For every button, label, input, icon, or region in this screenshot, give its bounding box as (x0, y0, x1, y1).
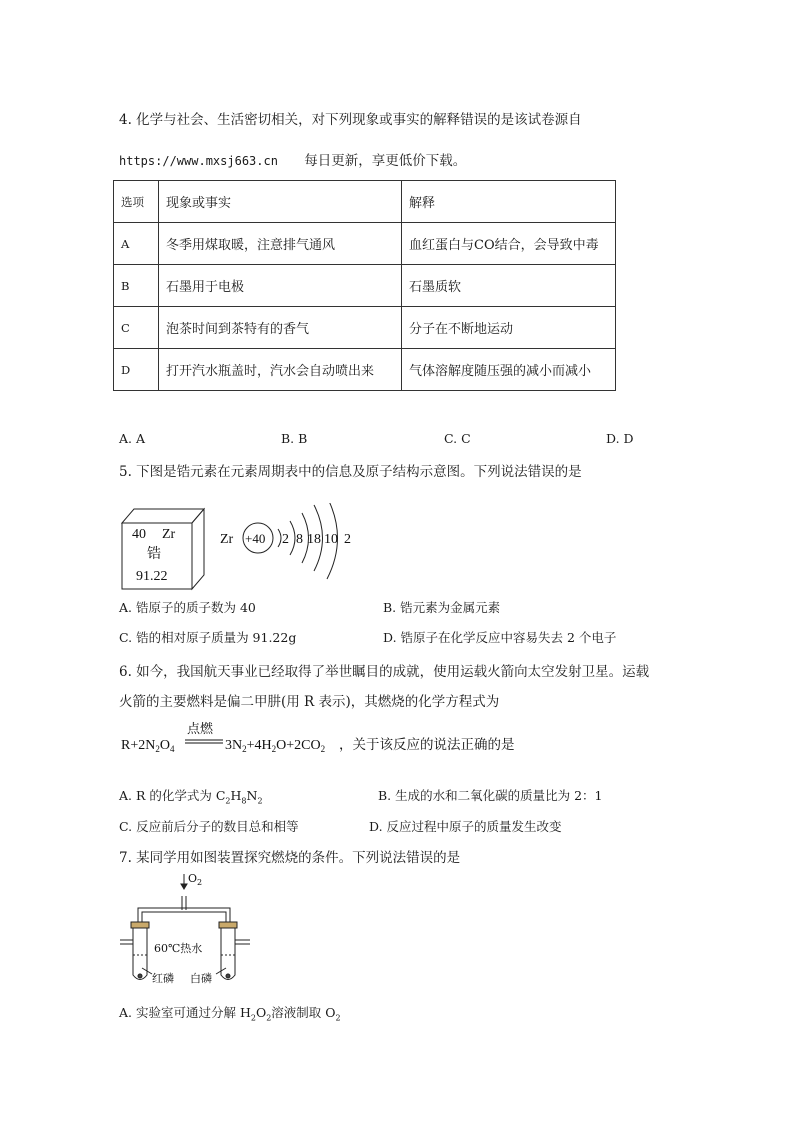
subscript: 2 (266, 1013, 272, 1023)
q5-option-c[interactable]: C. 锆的相对原子质量为 91.22g (119, 630, 297, 645)
atom-symbol: Zr (220, 532, 234, 547)
q7-stem: 7. 某同学用如图装置探究燃烧的条件。下列说法错误的是 (119, 850, 461, 866)
white-phosphorus (226, 974, 230, 978)
shell-electrons: 2 (344, 532, 351, 547)
shell-electrons: 2 (282, 532, 289, 547)
table-header-row (114, 181, 616, 223)
table-cell: 分子在不断地运动 (402, 307, 616, 349)
q4-source-line (119, 149, 466, 169)
shell-electrons: 10 (324, 532, 338, 547)
gas-label (188, 872, 202, 887)
gas-label-sub: 2 (197, 878, 203, 887)
subscript: 2 (257, 796, 263, 806)
subscript: 8 (241, 796, 247, 806)
equation-tail: ，关于该反应的说法正确的是 (339, 737, 515, 753)
water-label: 60℃热水 (154, 942, 203, 955)
q6-option-b[interactable]: B. 生成的水和二氧化碳的质量比为 2：1 (378, 788, 603, 803)
formula-part: N (246, 788, 258, 803)
shell-arc-1 (278, 529, 281, 547)
stopper-right (219, 922, 237, 928)
q5-option-b[interactable]: B. 锆元素为金属元素 (383, 600, 501, 615)
q4-option-a[interactable]: A. A (119, 431, 146, 446)
q5-stem: 5. 下图是锆元素在元素周期表中的信息及原子结构示意图。下列说法错误的是 (119, 464, 582, 480)
table-cell: C (114, 307, 159, 349)
table-cell: 气体溶解度随压强的减小而减小 (402, 349, 616, 391)
table-row (114, 349, 616, 391)
stopper-left (131, 922, 149, 928)
table-header-cell: 现象或事实 (159, 181, 402, 223)
q4-option-c[interactable]: C. C (444, 431, 471, 446)
table-header-cell: 选项 (114, 181, 159, 223)
element-mass: 91.22 (136, 569, 168, 584)
table-cell: 血红蛋白与CO结合，会导致中毒 (402, 223, 616, 265)
element-number: 40 (132, 527, 146, 542)
equation-products: $3N_2+4H_2O+2CO_2$ (225, 738, 326, 754)
left-label: 红磷 (152, 972, 174, 985)
table-header-cell: 解释 (402, 181, 616, 223)
q4-source-link[interactable]: https://www.mxsj663.cn (119, 154, 278, 168)
subscript: 2 (225, 796, 231, 806)
test-tube-right (221, 928, 235, 980)
formula-part: H (230, 788, 242, 803)
table-cell: A (114, 223, 159, 265)
atom-nucleus: +40 (245, 531, 266, 546)
formula-part: 溶液制取 O (271, 1005, 336, 1020)
table-cell: 石墨用于电极 (159, 265, 402, 307)
table-row (114, 223, 616, 265)
element-cell (122, 509, 204, 589)
subscript: 2 (335, 1013, 341, 1023)
table-row (114, 265, 616, 307)
q7-apparatus (118, 870, 258, 990)
shell-electrons: 18 (307, 532, 321, 547)
q4-table (113, 180, 616, 391)
q6-equation (119, 716, 519, 758)
q5-option-a[interactable]: A. 锆原子的质子数为 40 (119, 600, 256, 615)
right-label: 白磷 (190, 972, 212, 985)
q7-option-a[interactable] (119, 1003, 341, 1023)
table-cell: B (114, 265, 159, 307)
element-name: 锆 (147, 547, 161, 562)
q4-ad-text: 每日更新，享更低价下载。 (304, 153, 467, 169)
q5-figure (112, 503, 362, 593)
q6-option-a-text: A. R 的化学式为 C (119, 788, 226, 803)
test-tube-left (133, 928, 147, 980)
table-cell: 泡茶时间到茶特有的香气 (159, 307, 402, 349)
subscript: 2 (250, 1013, 256, 1023)
q6-stem-line2: 火箭的主要燃料是偏二甲肼(用 R 表示)，其燃烧的化学方程式为 (119, 694, 500, 710)
q6-option-c[interactable]: C. 反应前后分子的数目总和相等 (119, 819, 299, 834)
gas-label-text: O (188, 872, 198, 885)
table-cell: 冬季用煤取暖，注意排气通风 (159, 223, 402, 265)
q4-option-b[interactable]: B. B (281, 431, 308, 446)
table-row (114, 307, 616, 349)
q5-option-d[interactable]: D. 锆原子在化学反应中容易失去 2 个电子 (383, 630, 617, 645)
q4-option-d[interactable]: D. D (606, 431, 634, 446)
manifold-pipe (142, 912, 226, 924)
q6-option-d[interactable]: D. 反应过程中原子的质量发生改变 (369, 819, 562, 834)
element-symbol: Zr (162, 527, 176, 542)
q4-stem: 4. 化学与社会、生活密切相关，对下列现象或事实的解释错误的是该试卷源自 (119, 112, 582, 128)
shell-electrons: 8 (296, 532, 303, 547)
manifold-pipe (138, 908, 230, 924)
shell-arc-2 (290, 521, 295, 555)
table-cell: 石墨质软 (402, 265, 616, 307)
q6-option-a[interactable] (119, 786, 263, 806)
table-cell: 打开汽水瓶盖时，汽水会自动喷出来 (159, 349, 402, 391)
red-phosphorus (138, 974, 142, 978)
atom-diagram (220, 503, 351, 579)
formula-part: O (255, 1005, 267, 1020)
reaction-condition: 点燃 (187, 722, 214, 737)
gas-arrow-head (181, 884, 187, 889)
q7-option-a-text: A. 实验室可通过分解 H (119, 1005, 251, 1020)
q6-stem-line1: 6. 如今，我国航天事业已经取得了举世瞩目的成就，使用运载火箭向太空发射卫星。运载 (119, 664, 650, 680)
equation-reactants: $R+2N_2O_4$ (121, 738, 175, 754)
table-cell: D (114, 349, 159, 391)
